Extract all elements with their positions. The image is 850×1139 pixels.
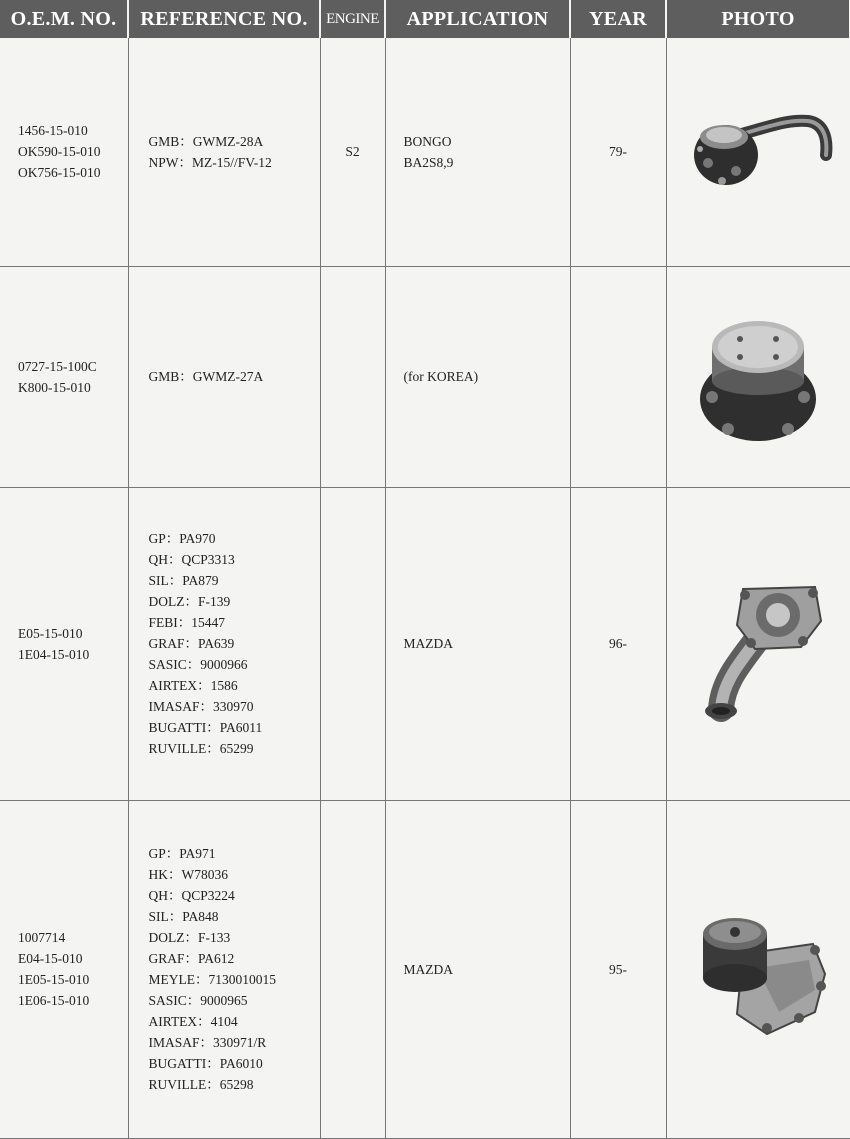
reference-number: SASIC：9000966: [148, 657, 248, 673]
application-cell: [385, 38, 570, 266]
table-header-row: [0, 0, 850, 38]
year-cell: [570, 266, 666, 487]
reference-number: AIRTEX：4104: [148, 1014, 238, 1030]
reference-cell: [128, 38, 320, 266]
oem-number: E04-15-010: [18, 951, 83, 967]
reference-number: SASIC：9000965: [148, 993, 248, 1009]
photo-cell: [666, 488, 850, 800]
reference-number: QH：QCP3224: [148, 888, 235, 904]
reference-number: GRAF：PA639: [148, 636, 235, 652]
reference-number: MEYLE：7130010015: [148, 972, 276, 988]
oem-number: 1007714: [18, 930, 66, 946]
oem-number: 1E04-15-010: [18, 646, 90, 662]
reference-number: BUGATTI：PA6011: [148, 720, 263, 736]
photo-cell: [666, 800, 850, 1138]
reference-number: IMASAF：330970: [148, 699, 254, 715]
water-pump-bent-pipe-icon: [683, 559, 833, 729]
application-text: BA2S8,9: [403, 154, 454, 170]
reference-cell: [128, 800, 320, 1138]
reference-number: FEBI：15447: [148, 615, 226, 631]
oem-cell: [0, 488, 128, 800]
reference-number: GP：PA971: [148, 846, 216, 862]
reference-number: GP：PA970: [148, 531, 216, 547]
oem-cell: [0, 266, 128, 487]
water-pump-pulley-icon: [688, 307, 828, 447]
table-row: [0, 488, 850, 800]
application-cell: [385, 266, 570, 487]
oem-number: 1456-15-010: [18, 123, 88, 139]
reference-number: GMB：GWMZ-27A: [148, 369, 264, 385]
application-cell: [385, 800, 570, 1138]
reference-number: RUVILLE：65298: [148, 1077, 254, 1093]
engine-cell: S2: [320, 38, 385, 266]
engine-cell: [320, 266, 385, 487]
reference-number: GRAF：PA612: [148, 951, 235, 967]
oem-number: OK756-15-010: [18, 165, 101, 181]
reference-number: SIL：PA848: [148, 909, 219, 925]
reference-number: NPW：MZ-15//FV-12: [148, 154, 272, 170]
reference-number: GMB：GWMZ-28A: [148, 133, 264, 149]
oem-number: E05-15-010: [18, 625, 83, 641]
year-header: YEAR: [570, 0, 666, 38]
reference-number: DOLZ：F-133: [148, 930, 231, 946]
table-row: [0, 38, 850, 266]
oem-number: OK590-15-010: [18, 144, 101, 160]
reference-number: RUVILLE：65299: [148, 741, 254, 757]
table-row: [0, 266, 850, 487]
water-pump-long-pipe-icon: [678, 97, 838, 207]
year-cell: 95-: [570, 800, 666, 1138]
application-header: APPLICATION: [385, 0, 570, 38]
engine-cell: [320, 488, 385, 800]
application-text: BONGO: [403, 133, 452, 149]
oem-cell: [0, 800, 128, 1138]
reference-cell: [128, 488, 320, 800]
year-cell: 79-: [570, 38, 666, 266]
application-text: MAZDA: [403, 636, 453, 652]
oem-number: 1E05-15-010: [18, 972, 90, 988]
reference-number: DOLZ：F-139: [148, 594, 231, 610]
table-row: [0, 800, 850, 1138]
oem-header: O.E.M. NO.: [0, 0, 128, 38]
application-cell: [385, 488, 570, 800]
photo-cell: [666, 38, 850, 266]
reference-header: REFERENCE NO.: [128, 0, 320, 38]
oem-cell: [0, 38, 128, 266]
engine-header: ENGINE: [320, 0, 385, 38]
year-cell: 96-: [570, 488, 666, 800]
engine-cell: [320, 800, 385, 1138]
photo-cell: [666, 266, 850, 487]
reference-number: HK：W78036: [148, 867, 228, 883]
oem-number: 1E06-15-010: [18, 993, 90, 1009]
oem-number: K800-15-010: [18, 379, 91, 395]
reference-cell: [128, 266, 320, 487]
reference-number: IMASAF：330971/R: [148, 1035, 267, 1051]
reference-number: SIL：PA879: [148, 573, 219, 589]
reference-number: QH：QCP3313: [148, 552, 235, 568]
application-text: MAZDA: [403, 961, 453, 977]
water-pump-housing-icon: [683, 894, 833, 1044]
reference-number: AIRTEX：1586: [148, 678, 238, 694]
application-text: (for KOREA): [403, 369, 479, 385]
reference-number: BUGATTI：PA6010: [148, 1056, 263, 1072]
oem-number: 0727-15-100C: [18, 358, 97, 374]
photo-header: PHOTO: [666, 0, 850, 38]
